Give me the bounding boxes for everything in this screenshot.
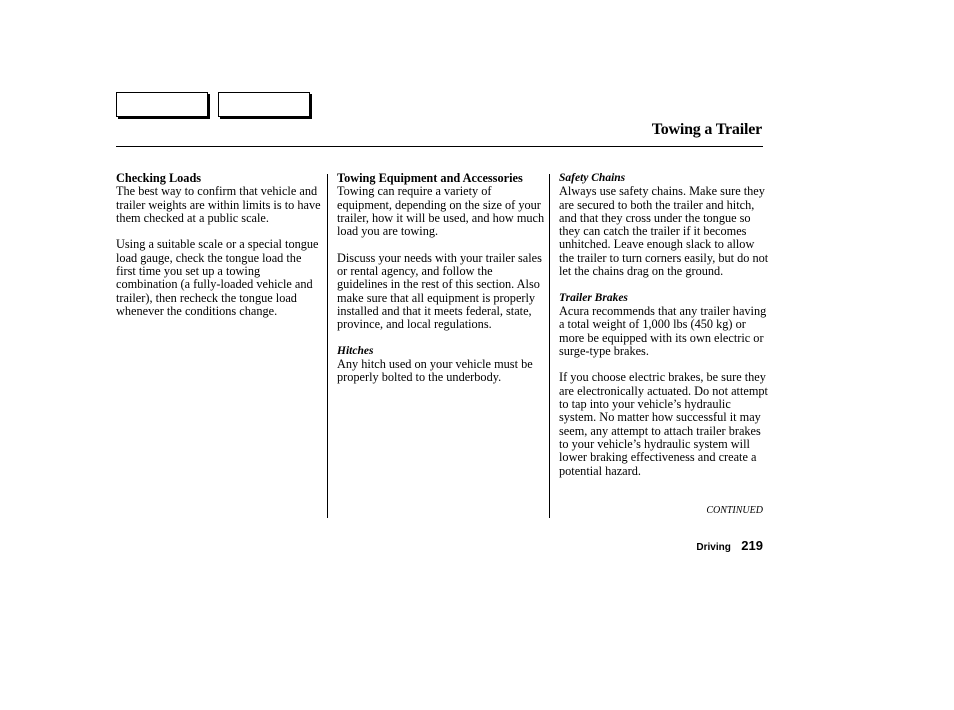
hitches-paragraph: Any hitch used on your vehicle must be properly bolted to the underbody. <box>337 357 533 385</box>
continued-label: CONTINUED <box>706 505 763 516</box>
hitches-heading: Hitches <box>337 344 374 357</box>
column-divider-1 <box>327 174 328 518</box>
title-rule <box>116 146 763 147</box>
checking-loads-paragraph-1: The best way to confirm that vehicle and trailer weights are within limits is to have them checked at a public scale. <box>116 184 321 225</box>
column-checking-loads <box>116 172 322 318</box>
column-towing-equipment <box>337 172 545 385</box>
section-label: Driving <box>696 542 731 553</box>
towing-equipment-heading: Towing Equipment and Accessories <box>337 171 523 185</box>
trailer-brakes-paragraph-2: If you choose electric brakes, be sure they are electronically actuated. Do not attempt to tap into your vehicle’s hydraulic system. No matter how successful it may seem, any attempt to attach trailer brakes to your vehicle’s hydraulic system will lower braking effectiveness and create a potential hazard. <box>559 370 768 478</box>
page-number: 219 <box>741 538 763 553</box>
trailer-brakes-paragraph-1: Acura recommends that any trailer having a total weight of 1,000 lbs (450 kg) or more be equipped with its own electric or surge-type brakes. <box>559 303 767 358</box>
towing-equipment-paragraph-2: Discuss your needs with your trailer sales or rental agency, and follow the guidelines in the rest of this section. Also make sure that all equipment is properly installed and that it meets federal, state, province, and local regulations. <box>337 250 542 332</box>
towing-equipment-paragraph-1: Towing can require a variety of equipment, depending on the size of your trailer, how it will be used, and how much load you are towing. <box>337 184 545 239</box>
safety-chains-heading: Safety Chains <box>559 172 626 184</box>
nav-button-2[interactable] <box>218 92 310 117</box>
trailer-brakes-heading: Trailer Brakes <box>559 291 628 304</box>
page-footer <box>696 537 763 555</box>
checking-loads-paragraph-2: Using a suitable scale or a special tongue load gauge, check the tongue load the first time you set up a towing combination (a fully-loaded vehicle and trailer), then recheck the tongue load whenever the conditions change. <box>116 237 319 318</box>
nav-button-1[interactable] <box>116 92 208 117</box>
checking-loads-heading: Checking Loads <box>116 171 202 185</box>
column-divider-2 <box>549 174 550 518</box>
safety-chains-paragraph: Always use safety chains. Make sure they are secured to both the trailer and hitch, and that they cross under the tongue so they can catch the trailer if it becomes unhitched. Leave enough slack to allow the trailer to turn corners easily, but do not let the chains drag on the ground. <box>559 184 769 279</box>
page-title: Towing a Trailer <box>651 121 762 138</box>
column-safety-brakes <box>559 172 769 478</box>
